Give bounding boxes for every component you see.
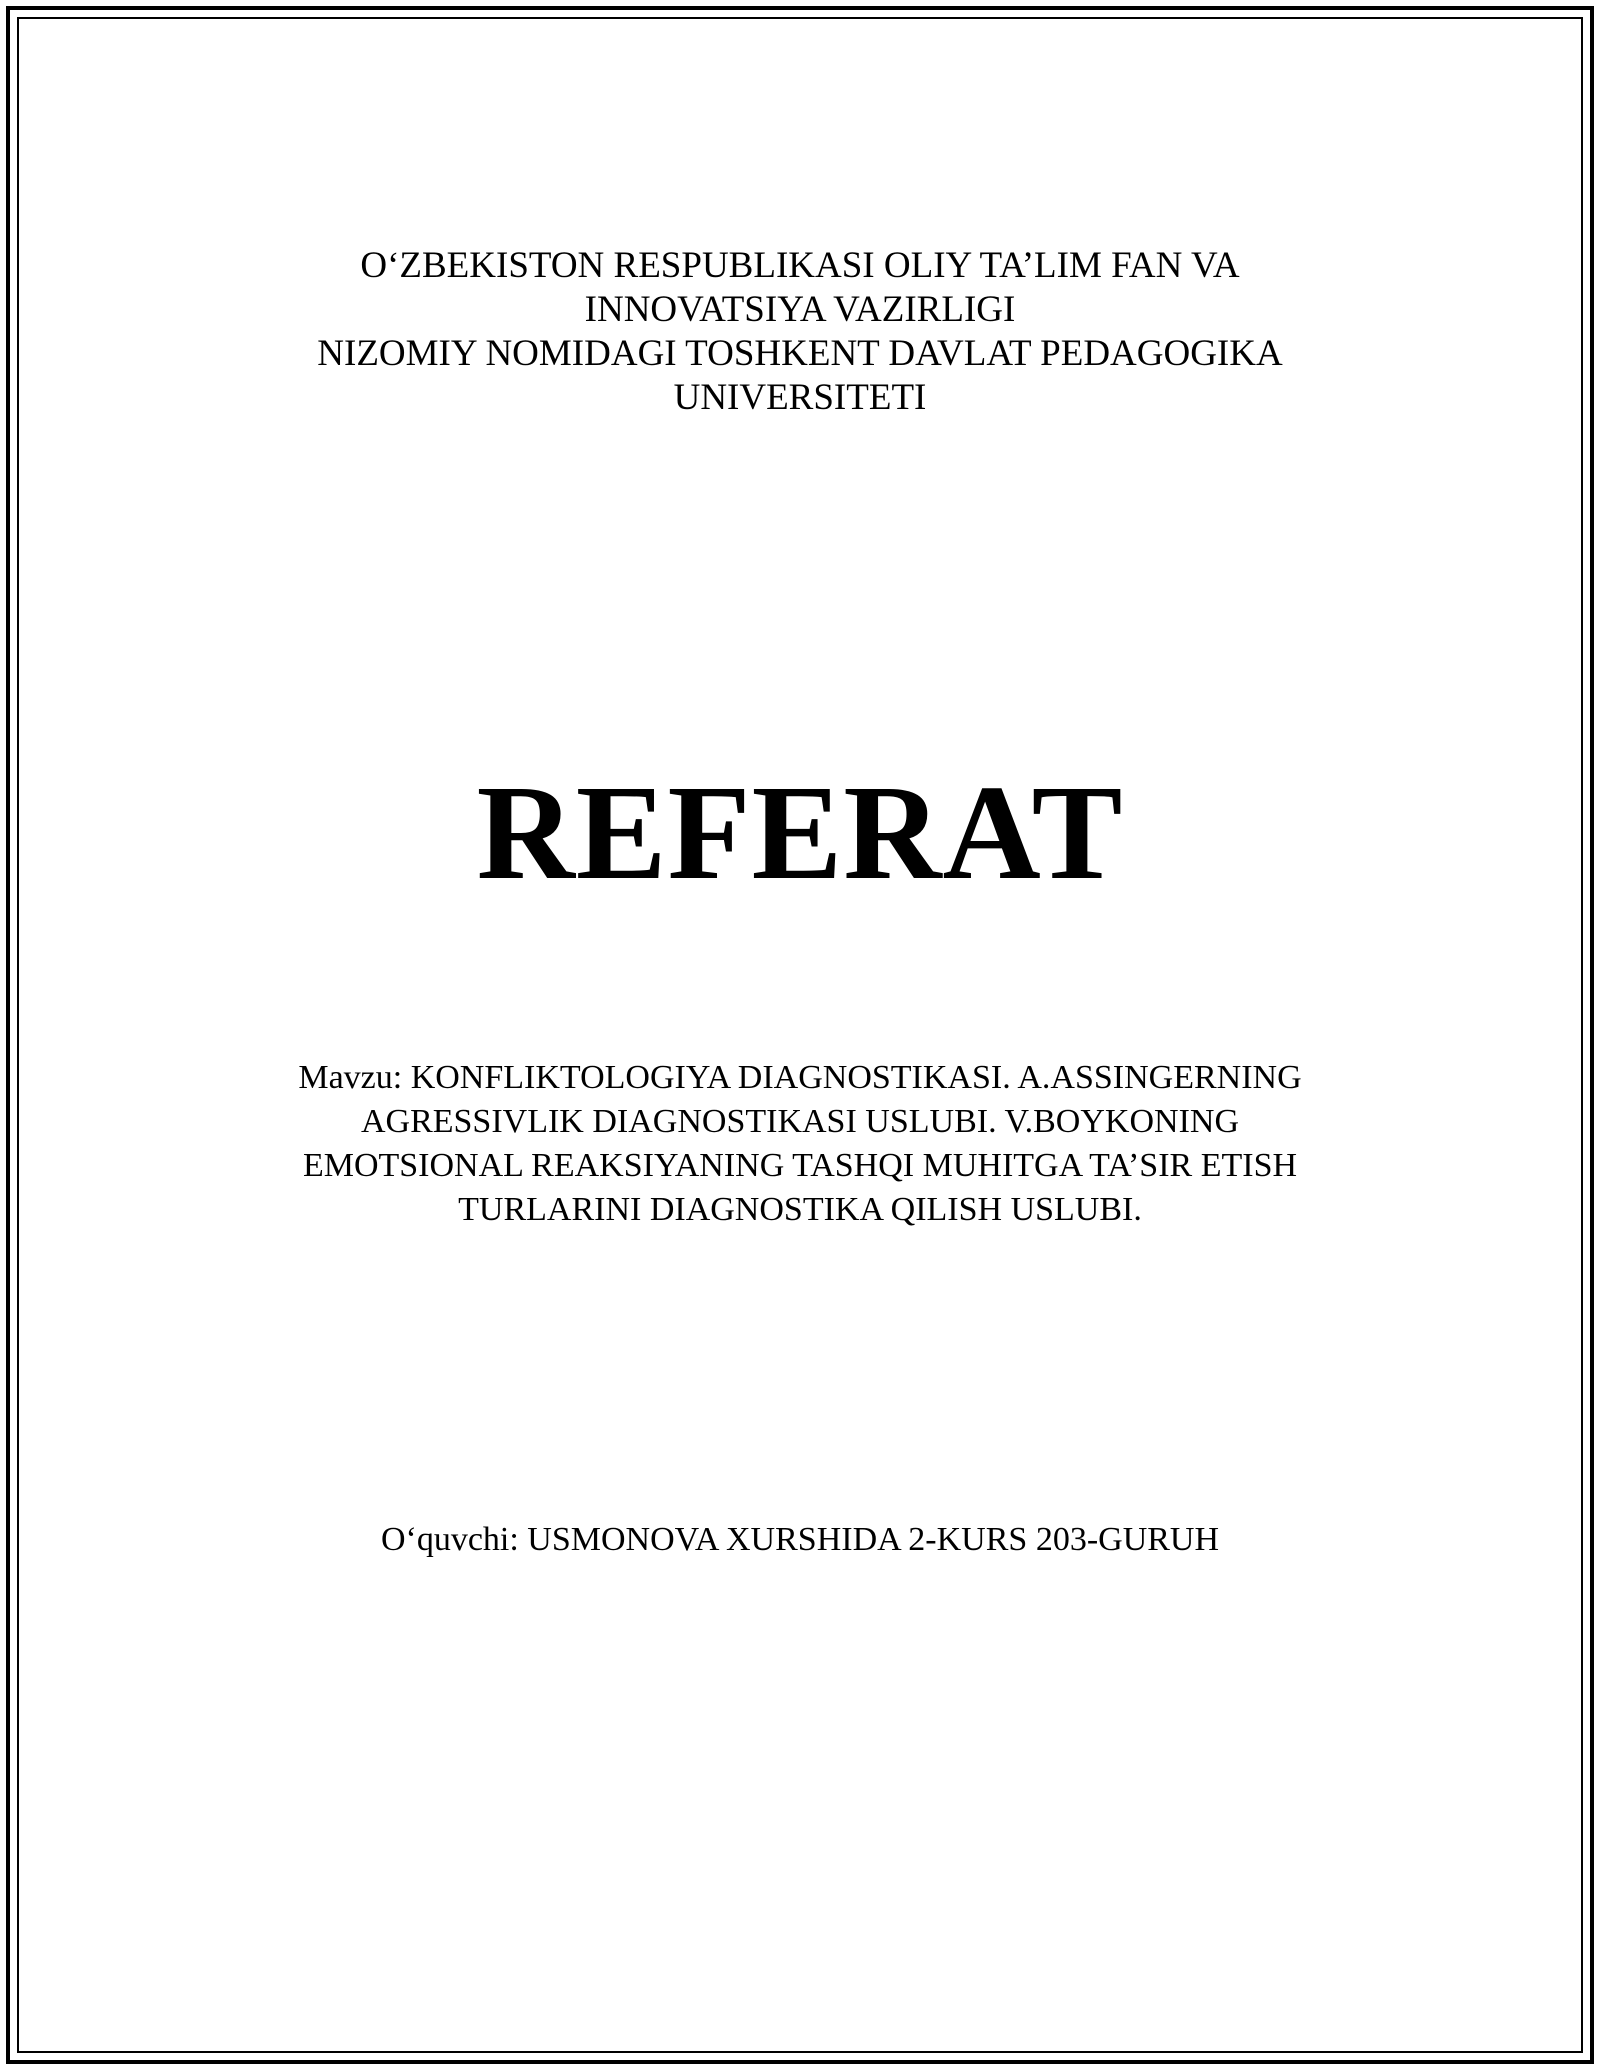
header-line-1: O‘ZBEKISTON RESPUBLIKASI OLIY TA’LIM FAN VA <box>360 245 1240 286</box>
topic-line-1: Mavzu: KONFLIKTOLOGIYA DIAGNOSTIKASI. A.ASSINGERNING <box>298 1059 1302 1096</box>
topic-line-4: TURLARINI DIAGNOSTIKA QILISH USLUBI. <box>458 1191 1142 1228</box>
header-line-4: UNIVERSITETI <box>673 377 927 418</box>
header-line-3: NIZOMIY NOMIDAGI TOSHKENT DAVLAT PEDAGOGIKA <box>317 333 1283 374</box>
student-info: O‘quvchi: USMONOVA XURSHIDA 2-KURS 203-GURUH <box>380 1521 1220 1558</box>
topic-block <box>0 1056 1600 1232</box>
document-title: REFERAT <box>476 758 1124 908</box>
topic-line-2: AGRESSIVLIK DIAGNOSTIKASI USLUBI. V.BOYKONING <box>360 1103 1240 1140</box>
header-line-2: INNOVATSIYA VAZIRLIGI <box>584 289 1016 330</box>
institution-header <box>0 244 1600 420</box>
topic-line-3: EMOTSIONAL REAKSIYANING TASHQI MUHITGA TA’SIR ETISH <box>302 1147 1298 1184</box>
